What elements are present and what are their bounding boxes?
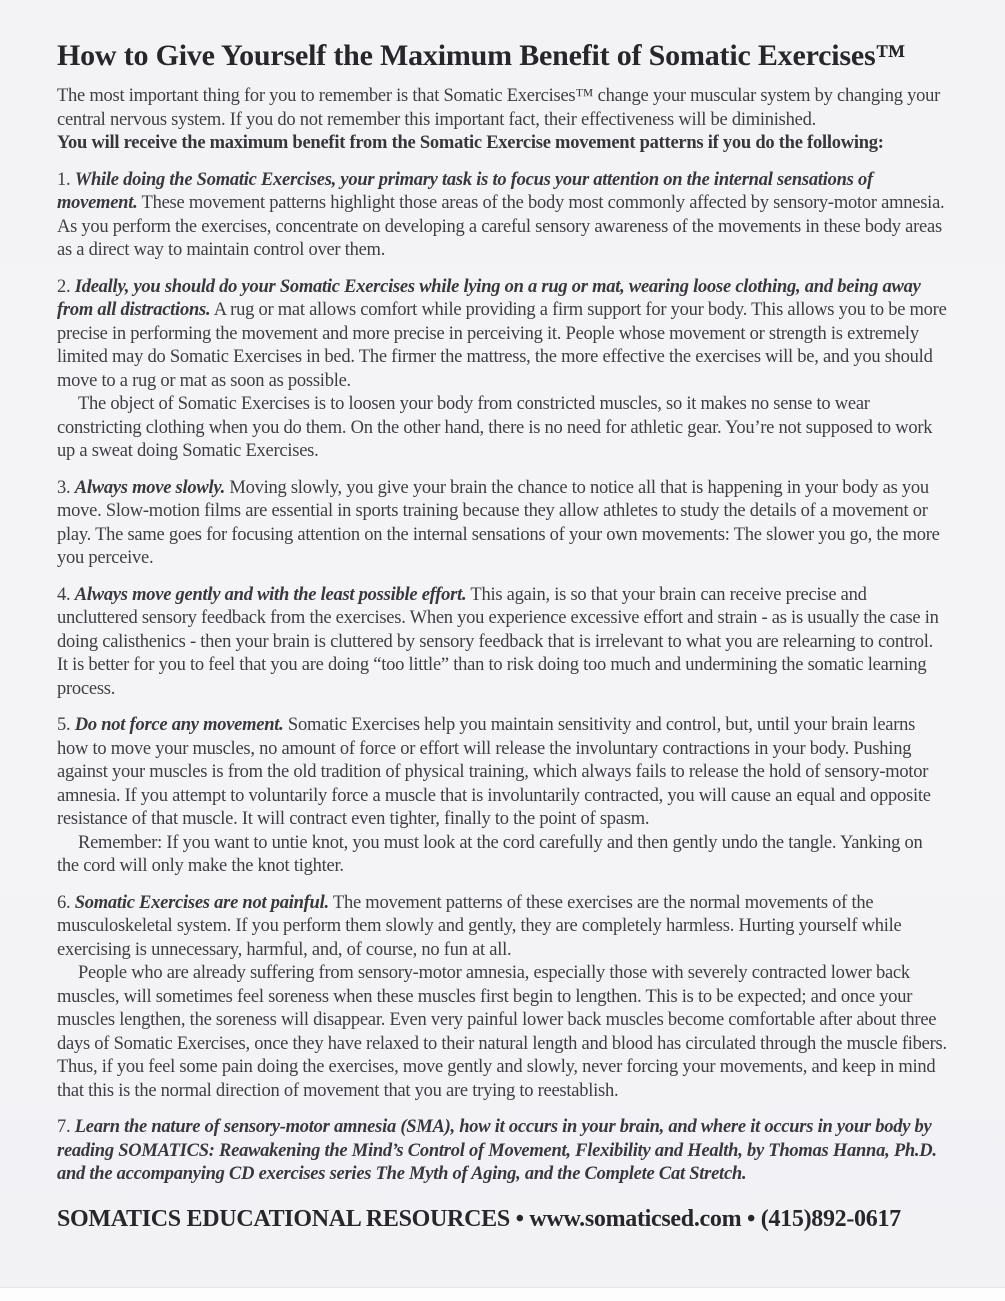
item-lead: Always move slowly. — [74, 477, 226, 498]
item-number: 2. — [57, 276, 71, 297]
item-number: 3. — [57, 477, 71, 498]
item-number: 5. — [57, 715, 71, 735]
item-continuation: The object of Somatic Exercises is to loosen your body from constricted muscles, so it makes no sense to wear constricting clothing when you do them. On the other hand, there is no need for athletic gear. You’re not supposed to work up a sweat doing Somatic Exercises. — [57, 394, 933, 461]
list-item-4 — [57, 584, 948, 702]
footer-contact-line: SOMATICS EDUCATIONAL RESOURCES • www.somaticsed.com • (415)892-0617 — [57, 1205, 901, 1232]
item-lead: While doing the Somatic Exercises, your primary task is to focus your attention on the internal sensations of movement. — [57, 169, 873, 213]
intro-emphasis-line: You will receive the maximum benefit from the Somatic Exercise movement patterns if you do the following: — [57, 133, 884, 153]
item-body: These movement patterns highlight those areas of the body most commonly affected by sensory-motor amnesia. As you perform the exercises, concentrate on developing a careful sensory awareness of the movements in these body areas as a direct way to maintain control over them. — [57, 193, 945, 260]
item-body: This again, is so that your brain can receive precise and uncluttered sensory feedback from the exercises. When you experience excessive effort and strain - as is usually the case in doing calisthenics - then your brain is cluttered by sensory feedback that is irrelevant to what you are relearning to control. It is better for you to feel that you are doing “too little” than to risk doing too much and undermining the somatic learning process. — [57, 584, 939, 699]
item-number: 6. — [57, 892, 71, 913]
item-lead: Always move gently and with the least possible effort. — [74, 584, 467, 605]
item-lead: Somatic Exercises are not painful. — [74, 892, 329, 913]
item-lead: Ideally, you should do your Somatic Exercises while lying on a rug or mat, wearing loose clothing, and being away from all distractions. — [57, 276, 921, 320]
item-body: A rug or mat allows comfort while providing a firm support for your body. This allows you to be more precise in performing the movement and more precise in perceiving it. People whose movement or strength is extremely limited may do Somatic Exercises in bed. The firmer the mattress, the more effective the exercises will be, and you should move to a rug or mat as soon as possible. — [57, 300, 947, 391]
scan-bottom-edge — [0, 1287, 1005, 1301]
list-item-7 — [57, 1116, 948, 1187]
item-number: 1. — [57, 169, 71, 190]
item-number: 7. — [57, 1117, 71, 1137]
list-item-6 — [57, 892, 948, 963]
list-item-5 — [57, 714, 948, 832]
item-lead: Learn the nature of sensory-motor amnesia (SMA), how it occurs in your brain, and where it occurs in your body by reading SOMATICS: Reawakening the Mind’s Control of Movement, Flexibility and Health, by Thomas Hanna, Ph.D. and the accompanying CD exercises series The Myth of Aging, and the Complete Cat Stretch. — [57, 1117, 937, 1184]
item-continuation: Remember: If you want to untie knot, you must look at the cord carefully and then gently undo the tangle. Yanking on the cord will only make the knot tighter. — [57, 832, 923, 876]
list-item-3 — [57, 477, 948, 571]
item-number: 4. — [57, 584, 71, 605]
item-body: Moving slowly, you give your brain the chance to notice all that is happening in your body as you move. Slow-motion films are essential in sports training because they allow athletes to study the details of a movement or play. The same goes for focusing attention on the internal sensations of your own movements: The slower you go, the more you perceive. — [57, 477, 940, 568]
intro-paragraph: The most important thing for you to remember is that Somatic Exercises™ change your muscular system by changing your central nervous system. If you do not remember this important fact, their effectiveness will be diminished. — [57, 86, 941, 130]
list-item-2 — [57, 276, 948, 394]
item-body: The movement patterns of these exercises are the normal movements of the musculoskeletal system. If you perform them slowly and gently, they are completely harmless. Hurting yourself while exercising is unnecessary, harmful, and, of course, no fun at all. — [57, 892, 902, 960]
item-body: Somatic Exercises help you maintain sensitivity and control, but, until your brain learns how to move your muscles, no amount of force or effort will release the involuntary contractions in your body. Pushing against your muscles is from the old tradition of physical training, which always fails to release the hold of sensory-motor amnesia. If you attempt to voluntarily force a muscle that is involuntarily contracted, you will cause an equal and opposite resistance of that muscle. It will contract even tighter, finally to the point of spasm. — [57, 715, 931, 829]
item-continuation: People who are already suffering from sensory-motor amnesia, especially those with severely contracted lower back muscles, will sometimes feel soreness when these muscles first begin to lengthen. This is to be expected; and once your muscles lengthen, the soreness will disappear. Even very painful lower back muscles become comfortable after about three days of Somatic Exercises, once they have relaxed to their natural length and blood has circulated through the muscle fibers. Thus, if you feel some pain doing the exercises, move gently and slowly, never forcing your movements, and keep in mind that this is the normal direction of movement that you are trying to reestablish. — [57, 963, 947, 1101]
page-title: How to Give Yourself the Maximum Benefit of Somatic Exercises™ — [57, 39, 906, 72]
list-item-1 — [57, 169, 948, 263]
item-lead: Do not force any movement. — [74, 715, 284, 735]
